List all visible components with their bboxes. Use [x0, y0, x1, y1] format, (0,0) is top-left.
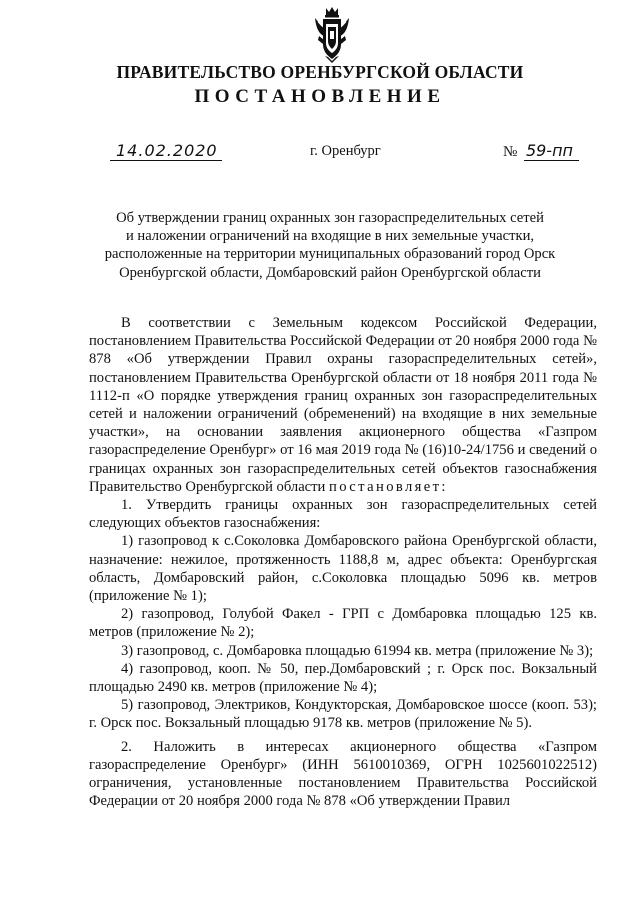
document-number — [503, 141, 579, 161]
organization-name: ПРАВИТЕЛЬСТВО ОРЕНБУРГСКОЙ ОБЛАСТИ — [116, 62, 524, 82]
subitem-2: 2) газопровод, Голубой Факел - ГРП с Домбаровка площадью 125 кв. метров (приложение № 2); — [89, 606, 597, 641]
document-date: 14.02.2020 — [110, 141, 222, 161]
preamble-text: В соответствии с Земельным кодексом Российской Федерации, постановлением Правительства Российской Федерации от 20 ноября 2000 года № 878 «Об утверждении Правил охраны газораспределительных сетей», постановлением Правительства Оренбургской области от 18 ноября 2011 года № 1112-п «О порядке утверждения границ охранных зон газораспределительных сетей и наложении ограничений (обременений) на входящие в них земельные участки», на основании заявления акционерного общества «Газпром газораспределение Оренбург» от 16 мая 2019 года № (16)10-24/1756 и сведений о границах охранных зон газораспределительных сетей объектов газоснабжения Правительство Оренбургской области — [89, 315, 597, 495]
subject-line: расположенные на территории муниципальных образований город Орск — [104, 246, 556, 263]
document-body — [89, 314, 597, 810]
resolves-word: постановляет: — [329, 478, 448, 495]
number-sign: № — [503, 144, 518, 160]
subject-line: Об утверждении границ охранных зон газораспределительных сетей — [116, 210, 544, 226]
document-type: ПОСТАНОВЛЕНИЕ — [194, 86, 446, 107]
subitem-4: 4) газопровод, кооп. № 50, пер.Домбаровский ; г. Орск пос. Вокзальный площадью 2490 кв. метров (приложение № 4); — [89, 660, 597, 696]
number-value: 59-пп — [524, 141, 579, 161]
subitem-1: 1) газопровод к с.Соколовка Домбаровского района Оренбургской области, назначение: нежилое, протяженность 1188,8 м, адрес объекта: Оренбургская область, Домбаровский район, с.Соколовка площадью 5096 кв. метров (приложение № 1); — [89, 533, 597, 605]
document-subject — [60, 209, 600, 282]
subitem-3: 3) газопровод, с. Домбаровка площадью 61994 кв. метра (приложение № 3); — [121, 642, 594, 659]
subject-line: и наложении ограничений на входящие в них земельные участки, — [125, 228, 535, 245]
document-city: г. Оренбург — [310, 143, 381, 159]
coat-of-arms-icon — [311, 6, 353, 64]
subject-line: Оренбургской области, Домбаровский район Оренбургской области — [119, 264, 541, 281]
item-1: 1. Утвердить границы охранных зон газораспределительных сетей следующих объектов газоснабжения: — [89, 497, 597, 532]
preamble-paragraph — [89, 314, 597, 496]
subitem-5: 5) газопровод, Электриков, Кондукторская, Домбаровское шоссе (кооп. 53); г. Орск пос. Вокзальный площадью 9178 кв. метров (приложение № 5). — [89, 697, 597, 732]
item-2: 2. Наложить в интересах акционерного общества «Газпром газораспределение Оренбург» (ИНН 5610010369, ОГРН 1025601022512) ограничения, установленные постановлением Правительства Российской Федерации от 20 ноября 2000 года № 878 «Об утверждении Правил — [89, 738, 597, 810]
